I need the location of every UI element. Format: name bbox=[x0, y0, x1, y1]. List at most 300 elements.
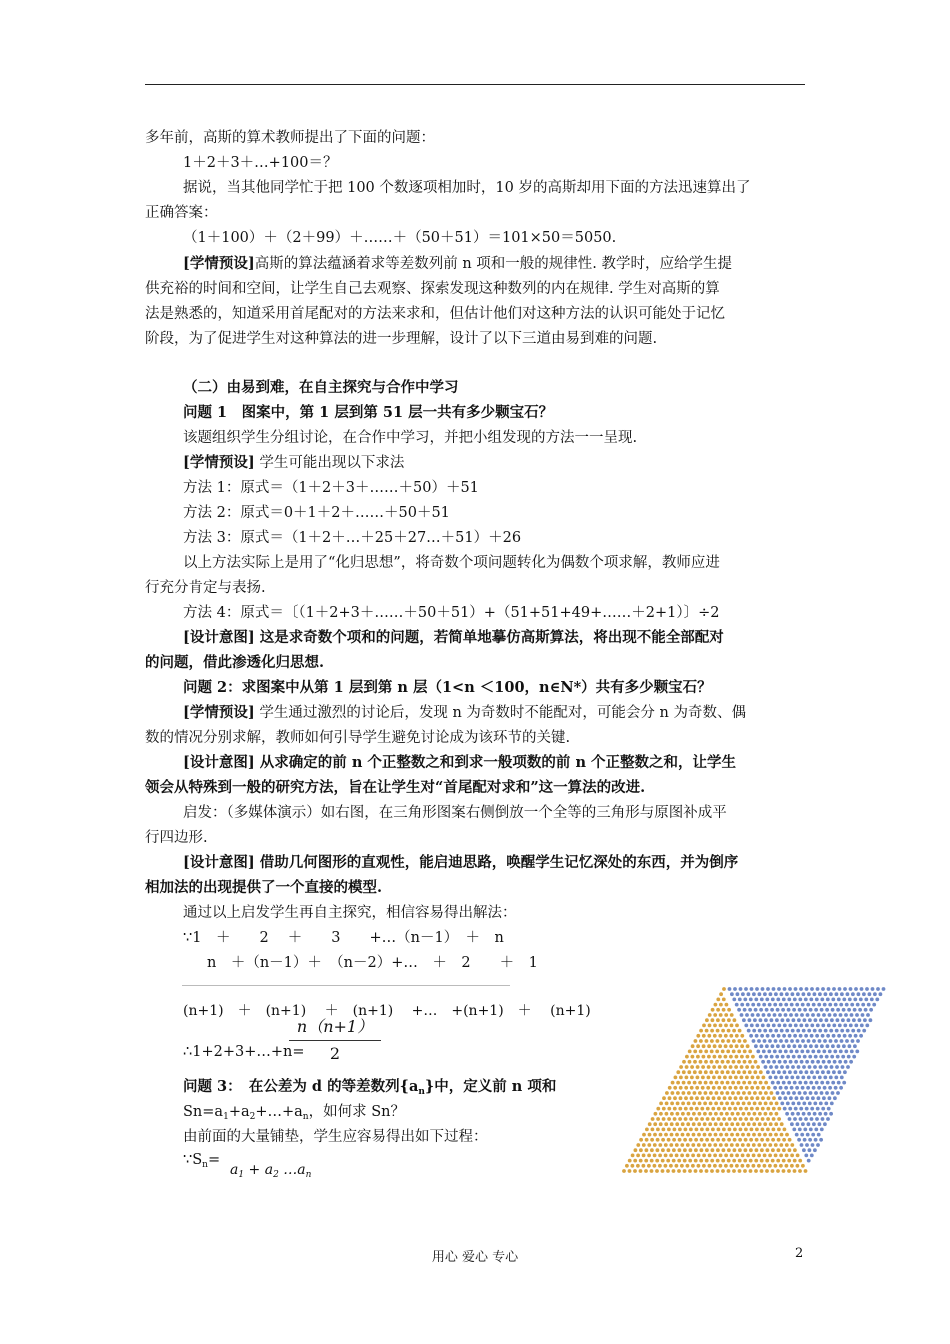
gem-dot bbox=[815, 1081, 819, 1085]
gem-dot bbox=[791, 1029, 795, 1033]
equation-row-1: ∵1 ＋ 2 ＋ 3 +…（n－1） ＋ n bbox=[183, 930, 504, 946]
gem-dot bbox=[806, 1096, 810, 1100]
gem-dot bbox=[804, 998, 808, 1002]
gem-dot bbox=[784, 1050, 788, 1054]
gem-dot bbox=[825, 1091, 829, 1095]
gem-dot bbox=[851, 1029, 855, 1033]
gem-dot bbox=[772, 1107, 776, 1111]
gem-dot bbox=[696, 1044, 700, 1048]
gem-dot bbox=[792, 1091, 796, 1095]
gem-dot bbox=[717, 1117, 721, 1121]
gem-dot bbox=[842, 1081, 846, 1085]
gem-dot bbox=[817, 1003, 821, 1007]
gem-dot bbox=[680, 1154, 684, 1158]
gem-dot bbox=[735, 1055, 739, 1059]
gem-dot bbox=[800, 1013, 804, 1017]
gem-dot bbox=[661, 1138, 665, 1142]
gem-dot bbox=[765, 998, 769, 1002]
paragraph bbox=[183, 703, 746, 723]
gem-dot bbox=[710, 1039, 714, 1043]
gem-dot bbox=[737, 1060, 741, 1064]
gem-dot bbox=[639, 1159, 643, 1163]
gem-dot bbox=[832, 1034, 836, 1038]
paragraph: 通过以上启发学生再自主探究，相信容易得出解法： bbox=[183, 905, 517, 921]
gem-dot bbox=[758, 1102, 762, 1106]
gem-dot bbox=[787, 1008, 791, 1012]
subscript: n bbox=[418, 1087, 425, 1097]
gem-dot bbox=[872, 1003, 876, 1007]
gem-dot bbox=[706, 1107, 710, 1111]
gem-dot bbox=[866, 1013, 870, 1017]
gem-dot bbox=[839, 1013, 843, 1017]
gem-dot bbox=[737, 1008, 741, 1012]
gem-dot bbox=[809, 998, 813, 1002]
gem-dot bbox=[658, 1154, 662, 1158]
gem-dot bbox=[737, 1070, 741, 1074]
gem-dot bbox=[702, 1034, 706, 1038]
gem-dot bbox=[780, 1122, 784, 1126]
gem-dot bbox=[670, 1102, 674, 1106]
gem-dot bbox=[727, 1039, 731, 1043]
gem-dot bbox=[710, 1159, 714, 1163]
gem-dot bbox=[861, 1003, 865, 1007]
gem-dot bbox=[793, 1159, 797, 1163]
gem-dot bbox=[781, 1018, 785, 1022]
gem-dot bbox=[722, 1117, 726, 1121]
gem-dot bbox=[818, 1076, 822, 1080]
gem-dot bbox=[788, 1034, 792, 1038]
gem-dot bbox=[705, 1039, 709, 1043]
gem-dot bbox=[748, 1050, 752, 1054]
gem-dot bbox=[679, 1065, 683, 1069]
gem-dot bbox=[718, 1076, 722, 1080]
gem-dot bbox=[734, 1076, 738, 1080]
gem-dot bbox=[776, 1008, 780, 1012]
gem-dot bbox=[634, 1148, 638, 1152]
gem-dot bbox=[766, 1070, 770, 1074]
gem-dot bbox=[836, 1055, 840, 1059]
gem-dot bbox=[771, 1169, 775, 1173]
gem-dot bbox=[726, 1091, 730, 1095]
gem-dot bbox=[665, 1102, 669, 1106]
gem-dot bbox=[843, 1034, 847, 1038]
gem-dot bbox=[678, 1117, 682, 1121]
gem-dot bbox=[752, 1039, 756, 1043]
design-intent: [设计意图] 这是求奇数个项和的问题，若简单地摹仿高斯算法，将出现不能全部配对 bbox=[183, 629, 724, 646]
gem-dot bbox=[700, 1138, 704, 1142]
gem-dot bbox=[812, 1122, 816, 1126]
gem-dot bbox=[742, 1112, 746, 1116]
gem-dot bbox=[732, 1060, 736, 1064]
gem-dot bbox=[690, 1096, 694, 1100]
gem-dot bbox=[857, 1029, 861, 1033]
gem-dot bbox=[767, 1096, 771, 1100]
gem-dot bbox=[702, 1143, 706, 1147]
gem-dot bbox=[716, 1169, 720, 1173]
gem-dot bbox=[684, 1107, 688, 1111]
gem-dot bbox=[796, 1076, 800, 1080]
gem-dot bbox=[778, 1050, 782, 1054]
gem-dot bbox=[770, 1008, 774, 1012]
gem-dot bbox=[685, 1065, 689, 1069]
gem-dot bbox=[691, 1143, 695, 1147]
gem-dot bbox=[824, 1065, 828, 1069]
gem-dot bbox=[773, 1086, 777, 1090]
subscript: n bbox=[202, 1160, 208, 1170]
gem-dot bbox=[675, 1143, 679, 1147]
gem-dot bbox=[785, 1112, 789, 1116]
gem-dot bbox=[834, 1076, 838, 1080]
gem-dot bbox=[774, 1154, 778, 1158]
gem-dot bbox=[714, 1133, 718, 1137]
gem-dot bbox=[785, 1133, 789, 1137]
gem-dot bbox=[763, 1143, 767, 1147]
gem-dot bbox=[819, 1102, 823, 1106]
gem-dot bbox=[719, 1143, 723, 1147]
gem-dot bbox=[714, 1112, 718, 1116]
gem-dot bbox=[778, 1013, 782, 1017]
gem-dot bbox=[669, 1143, 673, 1147]
gem-dot bbox=[826, 998, 830, 1002]
gem-dot bbox=[720, 1091, 724, 1095]
gem-dot bbox=[681, 1102, 685, 1106]
gem-dot bbox=[662, 1107, 666, 1111]
gem-dot bbox=[856, 1039, 860, 1043]
gem-dot bbox=[727, 1169, 731, 1173]
gem-dot bbox=[713, 1034, 717, 1038]
gem-dot bbox=[841, 1018, 845, 1022]
gem-dot bbox=[655, 1169, 659, 1173]
gem-dot bbox=[655, 1159, 659, 1163]
gem-dot bbox=[715, 1070, 719, 1074]
gem-dot bbox=[711, 1138, 715, 1142]
gem-dot bbox=[829, 1029, 833, 1033]
gem-dot bbox=[829, 1076, 833, 1080]
gem-dot bbox=[846, 992, 850, 996]
gem-dot bbox=[796, 1039, 800, 1043]
gem-dot bbox=[706, 1086, 710, 1090]
gem-dot bbox=[763, 1154, 767, 1158]
gem-dot bbox=[785, 1029, 789, 1033]
gem-dot bbox=[816, 987, 820, 991]
gem-dot bbox=[755, 1138, 759, 1142]
gem-dot bbox=[724, 1034, 728, 1038]
gem-dot bbox=[759, 1081, 763, 1085]
gem-dot bbox=[781, 1008, 785, 1012]
gem-dot bbox=[848, 998, 852, 1002]
gem-dot bbox=[667, 1128, 671, 1132]
gem-dot bbox=[787, 1159, 791, 1163]
gem-dot bbox=[745, 1086, 749, 1090]
gem-dot bbox=[729, 1044, 733, 1048]
text: …a bbox=[278, 1162, 306, 1178]
gem-dot bbox=[713, 1164, 717, 1168]
gem-dot bbox=[816, 1024, 820, 1028]
gem-dot bbox=[845, 1039, 849, 1043]
gem-dot bbox=[706, 1128, 710, 1132]
gem-dot bbox=[795, 1086, 799, 1090]
gem-dot bbox=[699, 1029, 703, 1033]
gem-dot bbox=[658, 1143, 662, 1147]
gem-dot bbox=[772, 1128, 776, 1132]
tag: [学情预设] bbox=[183, 704, 255, 721]
gem-dot bbox=[688, 1060, 692, 1064]
gem-dot bbox=[823, 1086, 827, 1090]
gem-dot bbox=[821, 987, 825, 991]
gem-dot bbox=[705, 1169, 709, 1173]
gem-dot bbox=[743, 1050, 747, 1054]
gem-dot bbox=[779, 1076, 783, 1080]
gem-dot bbox=[709, 1102, 713, 1106]
gem-dot bbox=[809, 1081, 813, 1085]
gem-dot bbox=[715, 1091, 719, 1095]
gem-dot bbox=[864, 998, 868, 1002]
gem-dot bbox=[831, 1008, 835, 1012]
gem-dot bbox=[790, 1076, 794, 1080]
gem-dot bbox=[776, 1044, 780, 1048]
gem-dot bbox=[684, 1117, 688, 1121]
gem-dot bbox=[738, 998, 742, 1002]
gem-dot bbox=[724, 1164, 728, 1168]
gem-dot bbox=[758, 1133, 762, 1137]
gem-dot bbox=[810, 1107, 814, 1111]
gem-dot bbox=[690, 1086, 694, 1090]
gem-dot bbox=[742, 1018, 746, 1022]
gem-dot bbox=[706, 1117, 710, 1121]
equation-result: ∴1+2+3+…+n= bbox=[183, 1044, 305, 1060]
gem-dot bbox=[697, 1154, 701, 1158]
gem-dot bbox=[836, 1018, 840, 1022]
gem-dot bbox=[774, 1164, 778, 1168]
gem-dot bbox=[748, 1070, 752, 1074]
gem-dot bbox=[650, 1138, 654, 1142]
gem-dot bbox=[661, 1148, 665, 1152]
gem-dot bbox=[843, 987, 847, 991]
gem-dot bbox=[779, 1154, 783, 1158]
gem-dot bbox=[654, 1112, 658, 1116]
gem-dot bbox=[772, 1060, 776, 1064]
page-number: 2 bbox=[795, 1246, 804, 1261]
gem-dot bbox=[702, 1154, 706, 1158]
gem-dot bbox=[828, 1096, 832, 1100]
gem-dot bbox=[797, 1065, 801, 1069]
gem-dot bbox=[760, 1159, 764, 1163]
paragraph bbox=[183, 254, 732, 274]
gem-dot bbox=[830, 1055, 834, 1059]
gem-dot bbox=[741, 1164, 745, 1168]
gem-dot bbox=[863, 1018, 867, 1022]
gem-dot bbox=[816, 1070, 820, 1074]
gem-dot bbox=[797, 1102, 801, 1106]
gem-dot bbox=[796, 1122, 800, 1126]
gem-dot bbox=[711, 1128, 715, 1132]
gem-dot bbox=[835, 1029, 839, 1033]
gem-dot bbox=[717, 1086, 721, 1090]
gem-dot bbox=[644, 1159, 648, 1163]
gem-dot bbox=[691, 1164, 695, 1168]
gem-dot bbox=[778, 1060, 782, 1064]
paragraph: 启发：（多媒体演示）如右图，在三角形图案右侧倒放一个全等的三角形与原图补成平 bbox=[183, 805, 727, 821]
gem-dot bbox=[728, 1117, 732, 1121]
gem-dot bbox=[836, 1008, 840, 1012]
gem-dot bbox=[719, 1003, 723, 1007]
gem-dot bbox=[727, 1029, 731, 1033]
gem-dot bbox=[789, 1050, 793, 1054]
gem-dot bbox=[753, 1018, 757, 1022]
gem-dot bbox=[779, 1086, 783, 1090]
gem-dot bbox=[835, 1065, 839, 1069]
gem-dot bbox=[733, 1138, 737, 1142]
gem-dot bbox=[823, 1003, 827, 1007]
paragraph bbox=[183, 453, 404, 473]
gem-dot bbox=[720, 1081, 724, 1085]
gem-dot bbox=[795, 1050, 799, 1054]
gem-dot bbox=[749, 998, 753, 1002]
gem-dot bbox=[728, 1086, 732, 1090]
gem-dot bbox=[800, 1133, 804, 1137]
gem-dot bbox=[716, 1159, 720, 1163]
gem-dot bbox=[793, 1148, 797, 1152]
gem-dot bbox=[828, 1050, 832, 1054]
text: 问题 3： 在公差为 d 的等差数列{a bbox=[183, 1078, 419, 1095]
sn-start bbox=[183, 1150, 220, 1175]
gem-dot bbox=[793, 998, 797, 1002]
gem-dot bbox=[796, 992, 800, 996]
gem-dot bbox=[740, 1013, 744, 1017]
gem-dot bbox=[713, 1044, 717, 1048]
gem-dot bbox=[711, 1148, 715, 1152]
gem-dot bbox=[869, 1018, 873, 1022]
gem-dot bbox=[838, 1060, 842, 1064]
gem-dot bbox=[733, 1148, 737, 1152]
gem-dot bbox=[746, 1003, 750, 1007]
gem-dot bbox=[785, 1164, 789, 1168]
gem-dot bbox=[771, 1044, 775, 1048]
gem-dot bbox=[781, 1055, 785, 1059]
gem-dot bbox=[811, 1060, 815, 1064]
gem-dot bbox=[803, 1055, 807, 1059]
gem-dot bbox=[690, 1076, 694, 1080]
gem-dot bbox=[760, 1138, 764, 1142]
paragraph: 正确答案： bbox=[145, 205, 218, 221]
gem-dot bbox=[812, 1076, 816, 1080]
gem-dot bbox=[795, 1096, 799, 1100]
gem-dot bbox=[818, 1112, 822, 1116]
gem-dot bbox=[849, 1024, 853, 1028]
gem-dot bbox=[742, 1081, 746, 1085]
text: + a bbox=[244, 1162, 274, 1178]
gem-dot bbox=[791, 1065, 795, 1069]
equation-row-2: n ＋（n－1）＋ （n－2）+… ＋ 2 ＋ 1 bbox=[207, 955, 538, 971]
text: 学生通过激烈的讨论后，发现 n 为奇数时不能配对，可能会分 n 为奇数、偶 bbox=[254, 705, 746, 721]
gem-dot bbox=[827, 1024, 831, 1028]
gem-dot bbox=[755, 1034, 759, 1038]
gem-dot bbox=[827, 1060, 831, 1064]
gem-dot bbox=[814, 1055, 818, 1059]
gem-dot bbox=[683, 1148, 687, 1152]
gem-dot bbox=[824, 992, 828, 996]
gem-dot bbox=[791, 992, 795, 996]
gem-dot bbox=[798, 1128, 802, 1132]
gem-dot bbox=[645, 1138, 649, 1142]
gem-dot bbox=[783, 987, 787, 991]
gem-dot bbox=[675, 1164, 679, 1168]
gem-dot bbox=[755, 1117, 759, 1121]
gem-dot bbox=[760, 1034, 764, 1038]
gem-dot bbox=[765, 1044, 769, 1048]
gem-dot bbox=[749, 1034, 753, 1038]
gem-dot bbox=[798, 1169, 802, 1173]
gem-dot bbox=[699, 1060, 703, 1064]
gem-dot bbox=[636, 1154, 640, 1158]
gem-dot bbox=[784, 1003, 788, 1007]
gem-dot bbox=[788, 1070, 792, 1074]
gem-dot bbox=[744, 1138, 748, 1142]
gem-dot bbox=[854, 1034, 858, 1038]
gem-dot bbox=[721, 1029, 725, 1033]
gem-dot bbox=[729, 1034, 733, 1038]
gem-dot bbox=[665, 1112, 669, 1116]
gem-dot bbox=[755, 1148, 759, 1152]
gem-dot bbox=[744, 1128, 748, 1132]
gem-dot bbox=[846, 1029, 850, 1033]
gem-dot bbox=[772, 1070, 776, 1074]
gem-dot bbox=[705, 1159, 709, 1163]
gem-dot bbox=[700, 1128, 704, 1132]
gem-dot bbox=[804, 1034, 808, 1038]
gem-dot bbox=[803, 1138, 807, 1142]
gem-dot bbox=[759, 1070, 763, 1074]
gem-dot bbox=[692, 1122, 696, 1126]
gem-dot bbox=[769, 1112, 773, 1116]
gem-dot bbox=[750, 1107, 754, 1111]
gem-dot bbox=[784, 1096, 788, 1100]
gem-dot bbox=[790, 1003, 794, 1007]
gem-dot bbox=[741, 1133, 745, 1137]
gem-dot bbox=[809, 1091, 813, 1095]
gem-dot bbox=[673, 1128, 677, 1132]
gem-dot bbox=[642, 1143, 646, 1147]
gem-dot bbox=[747, 1029, 751, 1033]
gem-dot bbox=[736, 1102, 740, 1106]
gem-dot bbox=[656, 1148, 660, 1152]
gem-dot bbox=[777, 1128, 781, 1132]
gem-dot bbox=[876, 987, 880, 991]
gem-dot bbox=[777, 1034, 781, 1038]
gem-dot bbox=[686, 1122, 690, 1126]
gem-dot bbox=[725, 1122, 729, 1126]
gem-dot bbox=[690, 1065, 694, 1069]
gem-dot bbox=[678, 1148, 682, 1152]
gem-dot bbox=[772, 1024, 776, 1028]
gem-dot bbox=[882, 987, 886, 991]
gem-dot bbox=[723, 1096, 727, 1100]
fraction bbox=[285, 1016, 385, 1065]
gem-dot bbox=[807, 1076, 811, 1080]
gem-dot bbox=[712, 1096, 716, 1100]
gem-dot bbox=[842, 1044, 846, 1048]
gem-dot bbox=[685, 1055, 689, 1059]
gem-dot bbox=[732, 1169, 736, 1173]
gem-dot bbox=[753, 1070, 757, 1074]
gem-dot bbox=[818, 1122, 822, 1126]
gem-dot bbox=[804, 1169, 808, 1173]
gem-dot bbox=[828, 1013, 832, 1017]
gem-dot bbox=[724, 1143, 728, 1147]
gem-dot bbox=[764, 1081, 768, 1085]
gem-dot bbox=[782, 1138, 786, 1142]
gem-dot bbox=[682, 1060, 686, 1064]
